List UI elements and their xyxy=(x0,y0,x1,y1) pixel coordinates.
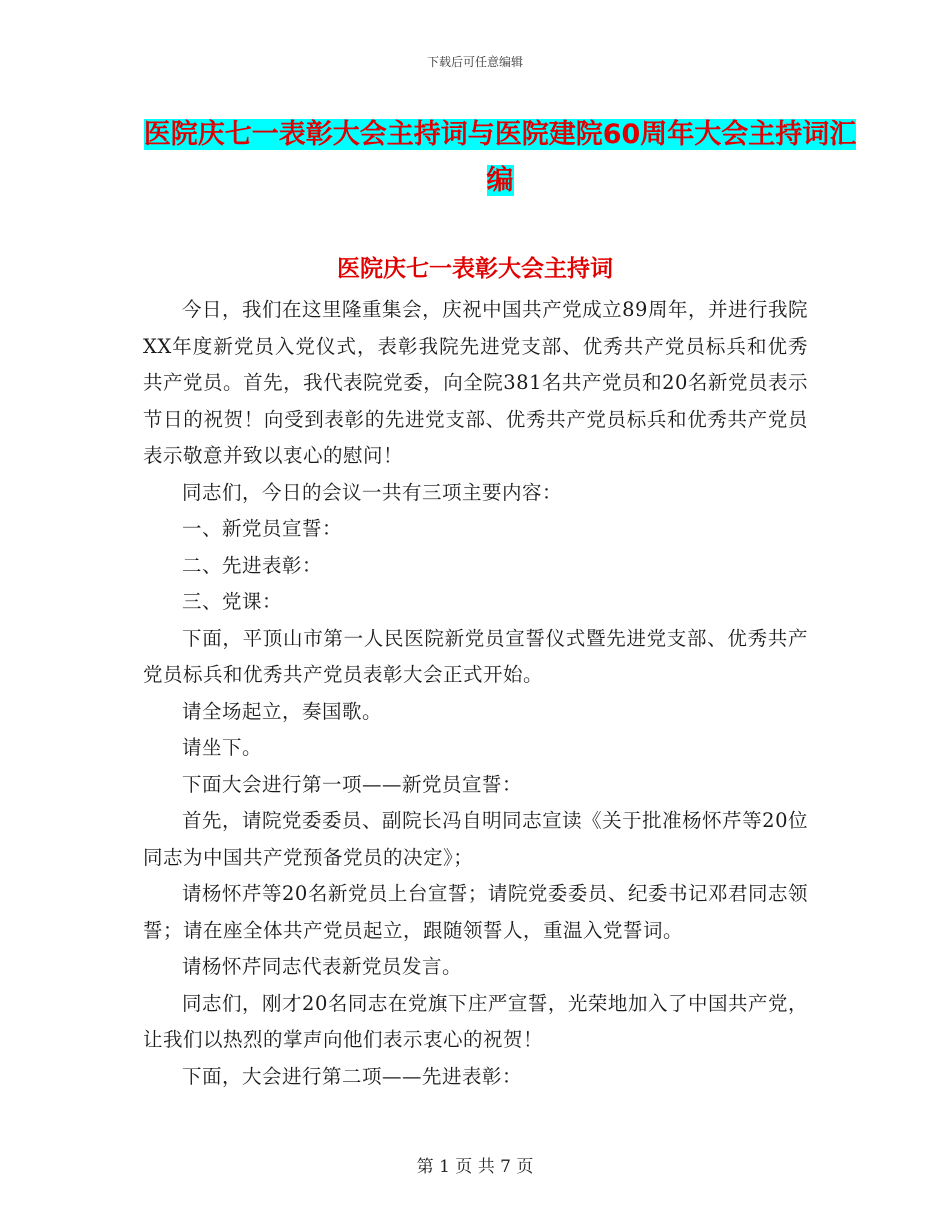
paragraph: 请全场起立，奏国歌。 xyxy=(182,699,383,723)
paragraph: 请杨怀芹同志代表新党员发言。 xyxy=(182,955,463,978)
paragraph: 请坐下。 xyxy=(182,736,263,759)
paragraph: 二、先进表彰： xyxy=(182,553,323,577)
paragraph: 今日，我们在这里隆重集会，庆祝中国共产党成立89周年，并进行我院XX年度新党员入党仪式，表彰我院先进党支部、优秀共产党员标兵和优秀共产党员。首先，我代表院党委，向全院381名共产党员和20名新党员表示节日的祝贺！向受到表彰的先进党支部、优秀共产党员标兵和优秀共产党员表示敬意并致以衷心的慰问！ xyxy=(143,298,808,467)
paragraph: 首先，请院党委委员、副院长冯自明同志宣读《关于批准杨怀芹等20位同志为中国共产党预备党员的决定》； xyxy=(143,809,808,869)
paragraph: 下面大会进行第一项——新党员宣誓： xyxy=(182,772,523,796)
document-title-text: 医院庆七一表彰大会主持词与医院建院60周年大会主持词汇编 xyxy=(143,119,857,196)
paragraph: 下面，大会进行第二项——先进表彰： xyxy=(182,1064,523,1088)
document-body xyxy=(143,292,808,1095)
paragraph: 请杨怀芹等20名新党员上台宣誓；请院党委委员、纪委书记邓君同志领誓；请在座全体共产党员起立，跟随领誓人，重温入党誓词。 xyxy=(143,882,808,942)
document-title xyxy=(140,112,860,204)
paragraph: 三、党课： xyxy=(182,590,283,613)
paragraph: 下面，平顶山市第一人民医院新党员宣誓仪式暨先进党支部、优秀共产党员标兵和优秀共产党员表彰大会正式开始。 xyxy=(143,626,808,686)
paragraph: 同志们，刚才20名同志在党旗下庄严宣誓，光荣地加入了中国共产党，让我们以热烈的掌声向他们表示衷心的祝贺！ xyxy=(143,991,808,1051)
paragraph: 同志们，今日的会议一共有三项主要内容： xyxy=(182,480,563,504)
page-indicator: 第 1 页 共 7 页 xyxy=(416,1157,534,1177)
section-title: 医院庆七一表彰大会主持词 xyxy=(337,256,613,282)
header-note: 下载后可任意编辑 xyxy=(426,55,523,69)
paragraph: 一、新党员宣誓： xyxy=(182,517,343,540)
